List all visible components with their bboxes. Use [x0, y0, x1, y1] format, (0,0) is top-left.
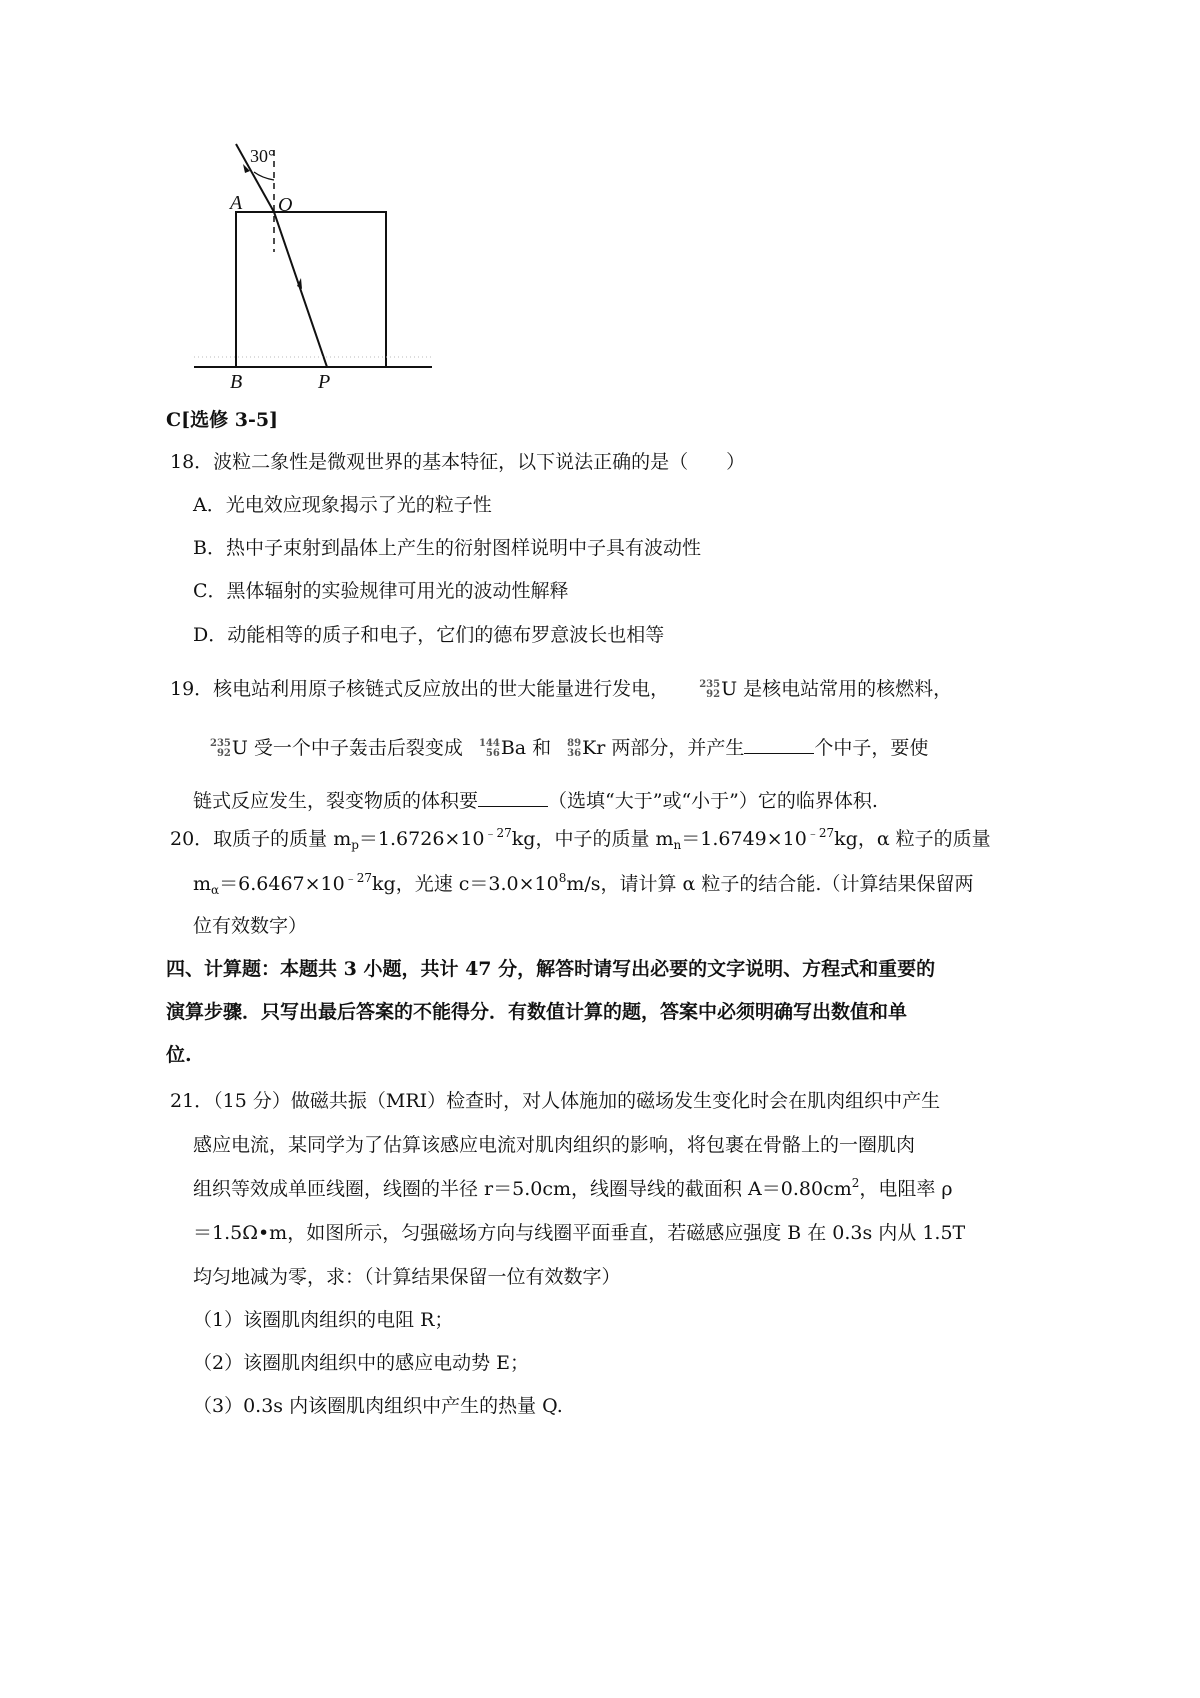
- q19-line2-text-b: Ba 和: [500, 737, 552, 759]
- q18-option-a: A．光电效应现象揭示了光的粒子性: [193, 494, 492, 516]
- q21-line3: 组织等效成单匝线圈，线圈的半径 r＝5.0cm，线圈导线的截面积 $A=0.80cm^2$，电阻率 ρ: [193, 1176, 953, 1200]
- section4-line1: 四、计算题：本题共 3 小题，共计 47 分，解答时请写出必要的文字说明、方程式和重要的: [166, 958, 936, 980]
- refracted-ray: [274, 212, 327, 367]
- u235-nuclide: 235 92: [699, 679, 721, 700]
- q19-neutron-count-blank[interactable]: [744, 735, 814, 754]
- q19-line2-text-a: U 受一个中子轰击后裂变成: [231, 737, 463, 759]
- q20-line3: 位有效数字）: [193, 915, 308, 937]
- glass-block: [236, 212, 386, 367]
- q21-sub1: （1）该圈肌肉组织的电阻 R；: [193, 1309, 454, 1331]
- q21-line5: 均匀地减为零，求：（计算结果保留一位有效数字）: [193, 1266, 621, 1288]
- label-b: B: [230, 371, 243, 393]
- q19-line1-text-b: U 是核电站常用的核燃料，: [721, 678, 953, 700]
- label-o: O: [278, 194, 293, 216]
- q19-line3-text-a: 链式反应发生，裂变物质的体积要: [193, 790, 479, 812]
- q18-option-c: C．黑体辐射的实验规律可用光的波动性解释: [193, 580, 569, 602]
- q19-line2: [210, 735, 928, 759]
- q18-stem: 18．波粒二象性是微观世界的基本特征，以下说法正确的是（ ）: [170, 451, 746, 473]
- section4-line2: 演算步骤．只写出最后答案的不能得分．有数值计算的题，答案中必须明确写出数值和单: [166, 1001, 908, 1023]
- angle-arc: [254, 172, 274, 180]
- q19-line2-text-d: 个中子，要使: [814, 737, 929, 759]
- refraction-diagram: [0, 0, 1200, 460]
- label-p: P: [318, 371, 331, 393]
- q19-line1-text-a: 19．核电站利用原子核链式反应放出的世大能量进行发电，: [170, 678, 670, 700]
- q18-option-d: D．动能相等的质子和电子，它们的德布罗意波长也相等: [193, 624, 665, 646]
- q19-line1: [170, 680, 952, 700]
- ba144-nuclide: 144 56: [478, 738, 500, 759]
- section4-line3: 位.: [166, 1044, 192, 1066]
- q19-line3-text-b: （选填“大于”或“小于”）它的临界体积.: [548, 790, 878, 812]
- q21-sub2: （2）该圈肌肉组织中的感应电动势 E；: [193, 1352, 529, 1374]
- kr89-nuclide: 89 36: [567, 738, 582, 759]
- q19-line2-text-c: Kr 两部分，并产生: [582, 737, 745, 759]
- q21-line4: ＝1.5Ω•m，如图所示，匀强磁场方向与线圈平面垂直，若磁感应强度 B 在 0.3s 内从 1.5T: [193, 1222, 966, 1244]
- q21-line1: 21．（15 分）做磁共振（MRI）检查时，对人体施加的磁场发生变化时会在肌肉组织中产生: [170, 1090, 941, 1112]
- q20-line1: 20．取质子的质量 $m_p=1.6726\times 10^{﹣27}kg$，中子的质量 $m_n=1.6749\times 10^{﹣27}kg$，α 粒子的质量: [170, 826, 991, 852]
- label-a: A: [230, 192, 243, 214]
- q21-sub3: （3）0.3s 内该圈肌肉组织中产生的热量 Q.: [193, 1395, 563, 1417]
- q18-option-b: B．热中子束射到晶体上产生的衍射图样说明中子具有波动性: [193, 537, 701, 559]
- q21-line2: 感应电流，某同学为了估算该感应电流对肌肉组织的影响，将包裹在骨骼上的一圈肌肉: [193, 1134, 916, 1156]
- angle-label: 30°: [250, 146, 276, 166]
- section-c-heading: C[选修 3-5]: [166, 409, 279, 431]
- q19-line3: [193, 788, 878, 811]
- q20-line2: $m_\alpha=6.6467\times 10^{﹣27}kg$，光速 $c=3.0\times 10^8m/s$，请计算 α 粒子的结合能.（计算结果保留两: [193, 871, 974, 897]
- u235-nuclide-2: 235 92: [210, 738, 231, 759]
- q19-volume-blank[interactable]: [478, 788, 548, 807]
